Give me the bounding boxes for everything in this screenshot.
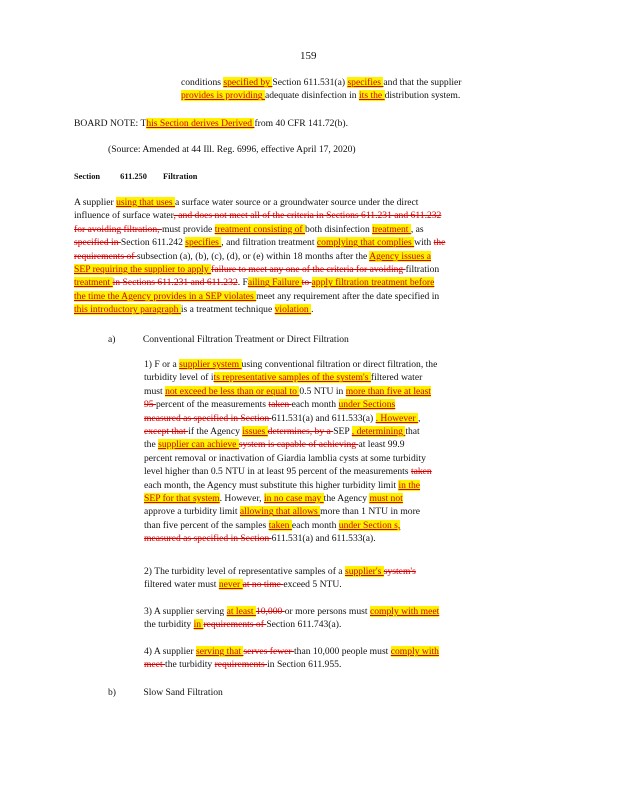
text-run: influence of surface water xyxy=(74,210,174,222)
deleted-text: determines, by a xyxy=(267,426,334,438)
text-run: in Section 611.955. xyxy=(267,659,342,671)
text-line xyxy=(74,236,445,249)
inserted-text: issues xyxy=(242,426,268,438)
text-line xyxy=(144,578,416,591)
section-heading xyxy=(74,170,197,183)
text-line xyxy=(74,263,445,276)
deleted-text: measured as specified in Section xyxy=(144,412,272,424)
text-run: turbidity level of i xyxy=(144,372,214,384)
text-run: 4) A supplier xyxy=(144,646,196,657)
inserted-text: taken xyxy=(268,519,292,531)
text-run: more than 1 NTU in more xyxy=(320,506,421,518)
text-line xyxy=(144,605,439,618)
text-run: exceed 5 NTU. xyxy=(283,579,342,591)
inserted-text: not exceed be less than or equal to xyxy=(165,385,300,397)
deleted-text: meet xyxy=(144,659,166,671)
text-run: BOARD NOTE: T xyxy=(74,118,147,129)
deleted-text: 10,000 xyxy=(255,606,285,617)
inserted-text: , determining xyxy=(351,426,406,438)
text-run: , and filtration treatment xyxy=(221,237,317,249)
source-note: (Source: Amended at 44 Ill. Reg. 6996, effective April 17, 2020) xyxy=(108,144,356,155)
text-line xyxy=(74,209,445,222)
text-run: percent of the measurements xyxy=(156,399,269,411)
inserted-text: SEP requiring the supplier to apply xyxy=(74,264,212,276)
text-run: 611.531(a) and 611.533(a). xyxy=(271,533,376,545)
text-run: the xyxy=(144,439,159,451)
text-line xyxy=(144,412,437,425)
inserted-text: supplier's xyxy=(344,566,384,577)
inserted-text: provides is providing xyxy=(181,90,265,102)
text-run: subsection (a), (b), (c), (d), or (e) within 18 months after the xyxy=(136,250,370,262)
inserted-text: under Section s, xyxy=(338,519,401,531)
inserted-text: treatment xyxy=(74,277,113,289)
deleted-text: taken xyxy=(268,399,292,411)
deleted-text: except that xyxy=(144,426,189,438)
deleted-text: , and does not meet all of the criteria in Sections 611.231 and 611.232 xyxy=(173,210,442,222)
text-run: that xyxy=(405,426,420,438)
inserted-text: in xyxy=(193,619,204,631)
inserted-text: ailing Failure xyxy=(247,277,302,289)
deleted-text: for avoiding filtration, xyxy=(74,223,162,235)
text-line xyxy=(74,117,348,130)
text-line xyxy=(144,425,437,438)
text-line xyxy=(144,565,416,578)
text-run: 1) F or a xyxy=(144,359,180,370)
text-line xyxy=(144,519,437,532)
text-run: if the Agency xyxy=(188,426,243,438)
text-run: the turbidity xyxy=(144,619,194,631)
board-note xyxy=(74,117,348,130)
text-line xyxy=(74,290,445,303)
inserted-text: specifies xyxy=(347,77,384,88)
item-2-paragraph xyxy=(144,565,416,592)
inserted-text: ts representative samples of the system's xyxy=(213,372,371,384)
inserted-text: violation xyxy=(274,304,312,316)
text-run: level higher than 0.5 NTU in at least 95 percent of the measurements xyxy=(144,466,411,478)
deleted-text: requirements of xyxy=(74,250,137,262)
inserted-text: his Section derives Derived xyxy=(146,118,255,129)
text-run: the turbidity xyxy=(165,659,215,671)
item-1-paragraph xyxy=(144,358,437,546)
text-run: A supplier xyxy=(74,197,117,208)
inserted-text: using that uses xyxy=(116,197,176,208)
inserted-text: never xyxy=(218,579,243,591)
deleted-text: in Sections 611.231 and 611.232 xyxy=(112,277,238,289)
inserted-text: Agency issues a xyxy=(369,250,431,262)
inserted-text: specified by xyxy=(223,77,273,88)
deleted-text: serves fewer xyxy=(243,646,295,657)
text-run: 0.5 NTU in xyxy=(299,385,346,397)
inserted-text: SEP for that system xyxy=(144,493,220,505)
inserted-text: under Sections xyxy=(338,399,396,411)
inserted-text: complying that complies xyxy=(316,237,415,249)
text-run: with xyxy=(414,237,434,249)
inserted-text: must not xyxy=(369,493,403,505)
inserted-text: treatment consisting of xyxy=(214,223,306,235)
inserted-text: supplier system xyxy=(179,359,242,370)
text-run: must xyxy=(144,385,166,397)
text-run: adequate disinfection in xyxy=(264,90,359,102)
deleted-text: taken xyxy=(410,466,432,478)
text-line xyxy=(74,250,445,263)
text-run: or more persons must xyxy=(284,606,370,617)
inserted-text: specifies xyxy=(185,237,222,249)
text-run: each month, the Agency must substitute this higher turbidity limit xyxy=(144,479,399,491)
inserted-text: its the xyxy=(359,90,385,102)
inserted-text: this introductory paragraph xyxy=(74,304,181,316)
deleted-text: requirements of xyxy=(203,619,267,631)
text-line xyxy=(144,438,437,451)
text-run: filtration xyxy=(405,264,440,276)
section-number: 611.250 xyxy=(120,172,147,181)
deleted-text: the xyxy=(433,237,446,249)
text-run: conditions xyxy=(181,77,224,88)
text-run: filtered water xyxy=(370,372,423,384)
text-run: 2) The turbidity level of representative samples of a xyxy=(144,566,345,577)
text-run: than five percent of the samples xyxy=(144,519,269,531)
subsection-a-heading xyxy=(108,333,349,346)
text-line xyxy=(144,385,437,398)
text-run: 611.531(a) and 611.533(a) xyxy=(271,412,376,424)
inserted-text: apply filtration treatment before xyxy=(311,277,435,289)
subsection-b-title: Slow Sand Filtration xyxy=(143,687,223,698)
subsection-a-title: Conventional Filtration Treatment or Direct Filtration xyxy=(142,334,349,345)
text-line xyxy=(144,358,437,371)
text-run: . xyxy=(311,304,314,316)
text-run: at least 99.9 xyxy=(358,439,405,451)
inserted-text: in the xyxy=(398,479,421,491)
text-run: from 40 CFR 141.72(b). xyxy=(254,118,349,129)
text-run: both disinfection xyxy=(305,223,373,235)
text-line xyxy=(144,452,437,465)
deleted-text: to xyxy=(301,277,312,289)
text-line xyxy=(144,658,439,671)
text-line xyxy=(144,465,437,478)
inserted-text: in no case may xyxy=(263,493,324,505)
text-run: Section 611.743(a). xyxy=(266,619,342,631)
text-run: distribution system. xyxy=(384,90,461,102)
text-line xyxy=(144,371,437,384)
deleted-text: at no time xyxy=(242,579,284,591)
text-run: Section 611.531(a) xyxy=(272,77,348,88)
deleted-text: system is capable of achieving xyxy=(238,439,359,451)
deleted-text: system's xyxy=(383,566,416,577)
inserted-text: supplier can achieve xyxy=(158,439,239,451)
inserted-text: treatment xyxy=(372,223,411,235)
text-run: each month xyxy=(291,519,339,531)
continued-paragraph xyxy=(181,76,461,103)
text-run: a surface water source or a groundwater source under the direct xyxy=(175,197,419,208)
inserted-text: allowing that allows xyxy=(239,506,321,518)
text-run: . F xyxy=(237,277,248,289)
text-line xyxy=(144,505,437,518)
text-run: meet any requirement after the date specified in xyxy=(256,290,440,302)
text-run: must provide xyxy=(161,223,215,235)
subsection-b-label: b) xyxy=(108,687,116,698)
text-run: than 10,000 people must xyxy=(294,646,391,657)
text-line xyxy=(74,303,445,316)
text-run: approve a turbidity limit xyxy=(144,506,240,518)
section-label: Section xyxy=(74,172,101,181)
text-line xyxy=(144,618,439,631)
inserted-text: more than five at least xyxy=(345,385,431,397)
subsection-b-heading xyxy=(108,686,223,699)
text-run: , as xyxy=(410,223,424,235)
deleted-text: specified in xyxy=(74,237,121,249)
text-line xyxy=(181,89,461,102)
inserted-text: the time the Agency provides in a SEP violates xyxy=(74,290,257,302)
text-run: Section 611.242 xyxy=(120,237,186,249)
text-line xyxy=(144,645,439,658)
text-run: SEP xyxy=(333,426,352,438)
text-run: . However, xyxy=(219,493,264,505)
text-line xyxy=(144,398,437,411)
text-run: each month xyxy=(291,399,339,411)
intro-paragraph xyxy=(74,196,445,317)
subsection-a-label: a) xyxy=(108,334,116,345)
deleted-text: requirements xyxy=(214,659,268,671)
text-run: and that the supplier xyxy=(383,77,462,88)
inserted-text: comply with xyxy=(390,646,439,657)
deleted-text: measured as specified in Section xyxy=(144,533,272,545)
text-run: , xyxy=(417,412,421,424)
text-line xyxy=(181,76,461,89)
text-run: filtered water must xyxy=(144,579,219,591)
text-run: is a treatment technique xyxy=(180,304,275,316)
deleted-text: 95 xyxy=(144,399,156,411)
text-line xyxy=(74,196,445,209)
text-line xyxy=(74,223,445,236)
page-number: 159 xyxy=(300,50,317,62)
inserted-text: . However xyxy=(375,412,418,424)
text-line xyxy=(144,492,437,505)
text-line xyxy=(144,479,437,492)
section-title: Filtration xyxy=(163,172,198,181)
deleted-text: failure to meet any one of the criteria for avoiding xyxy=(211,264,406,276)
item-3-paragraph xyxy=(144,605,439,632)
inserted-text: at least xyxy=(226,606,256,617)
item-4-paragraph xyxy=(144,645,439,672)
text-run: percent removal or inactivation of Giardia lamblia cysts at some turbidity xyxy=(144,452,426,464)
text-run: 3) A supplier serving xyxy=(144,606,227,617)
text-run: the Agency xyxy=(323,493,370,505)
inserted-text: serving that xyxy=(195,646,244,657)
text-run: using conventional filtration or direct filtration, the xyxy=(241,359,438,370)
inserted-text: comply with meet xyxy=(369,606,440,617)
text-line xyxy=(144,532,437,545)
text-line xyxy=(74,276,445,289)
